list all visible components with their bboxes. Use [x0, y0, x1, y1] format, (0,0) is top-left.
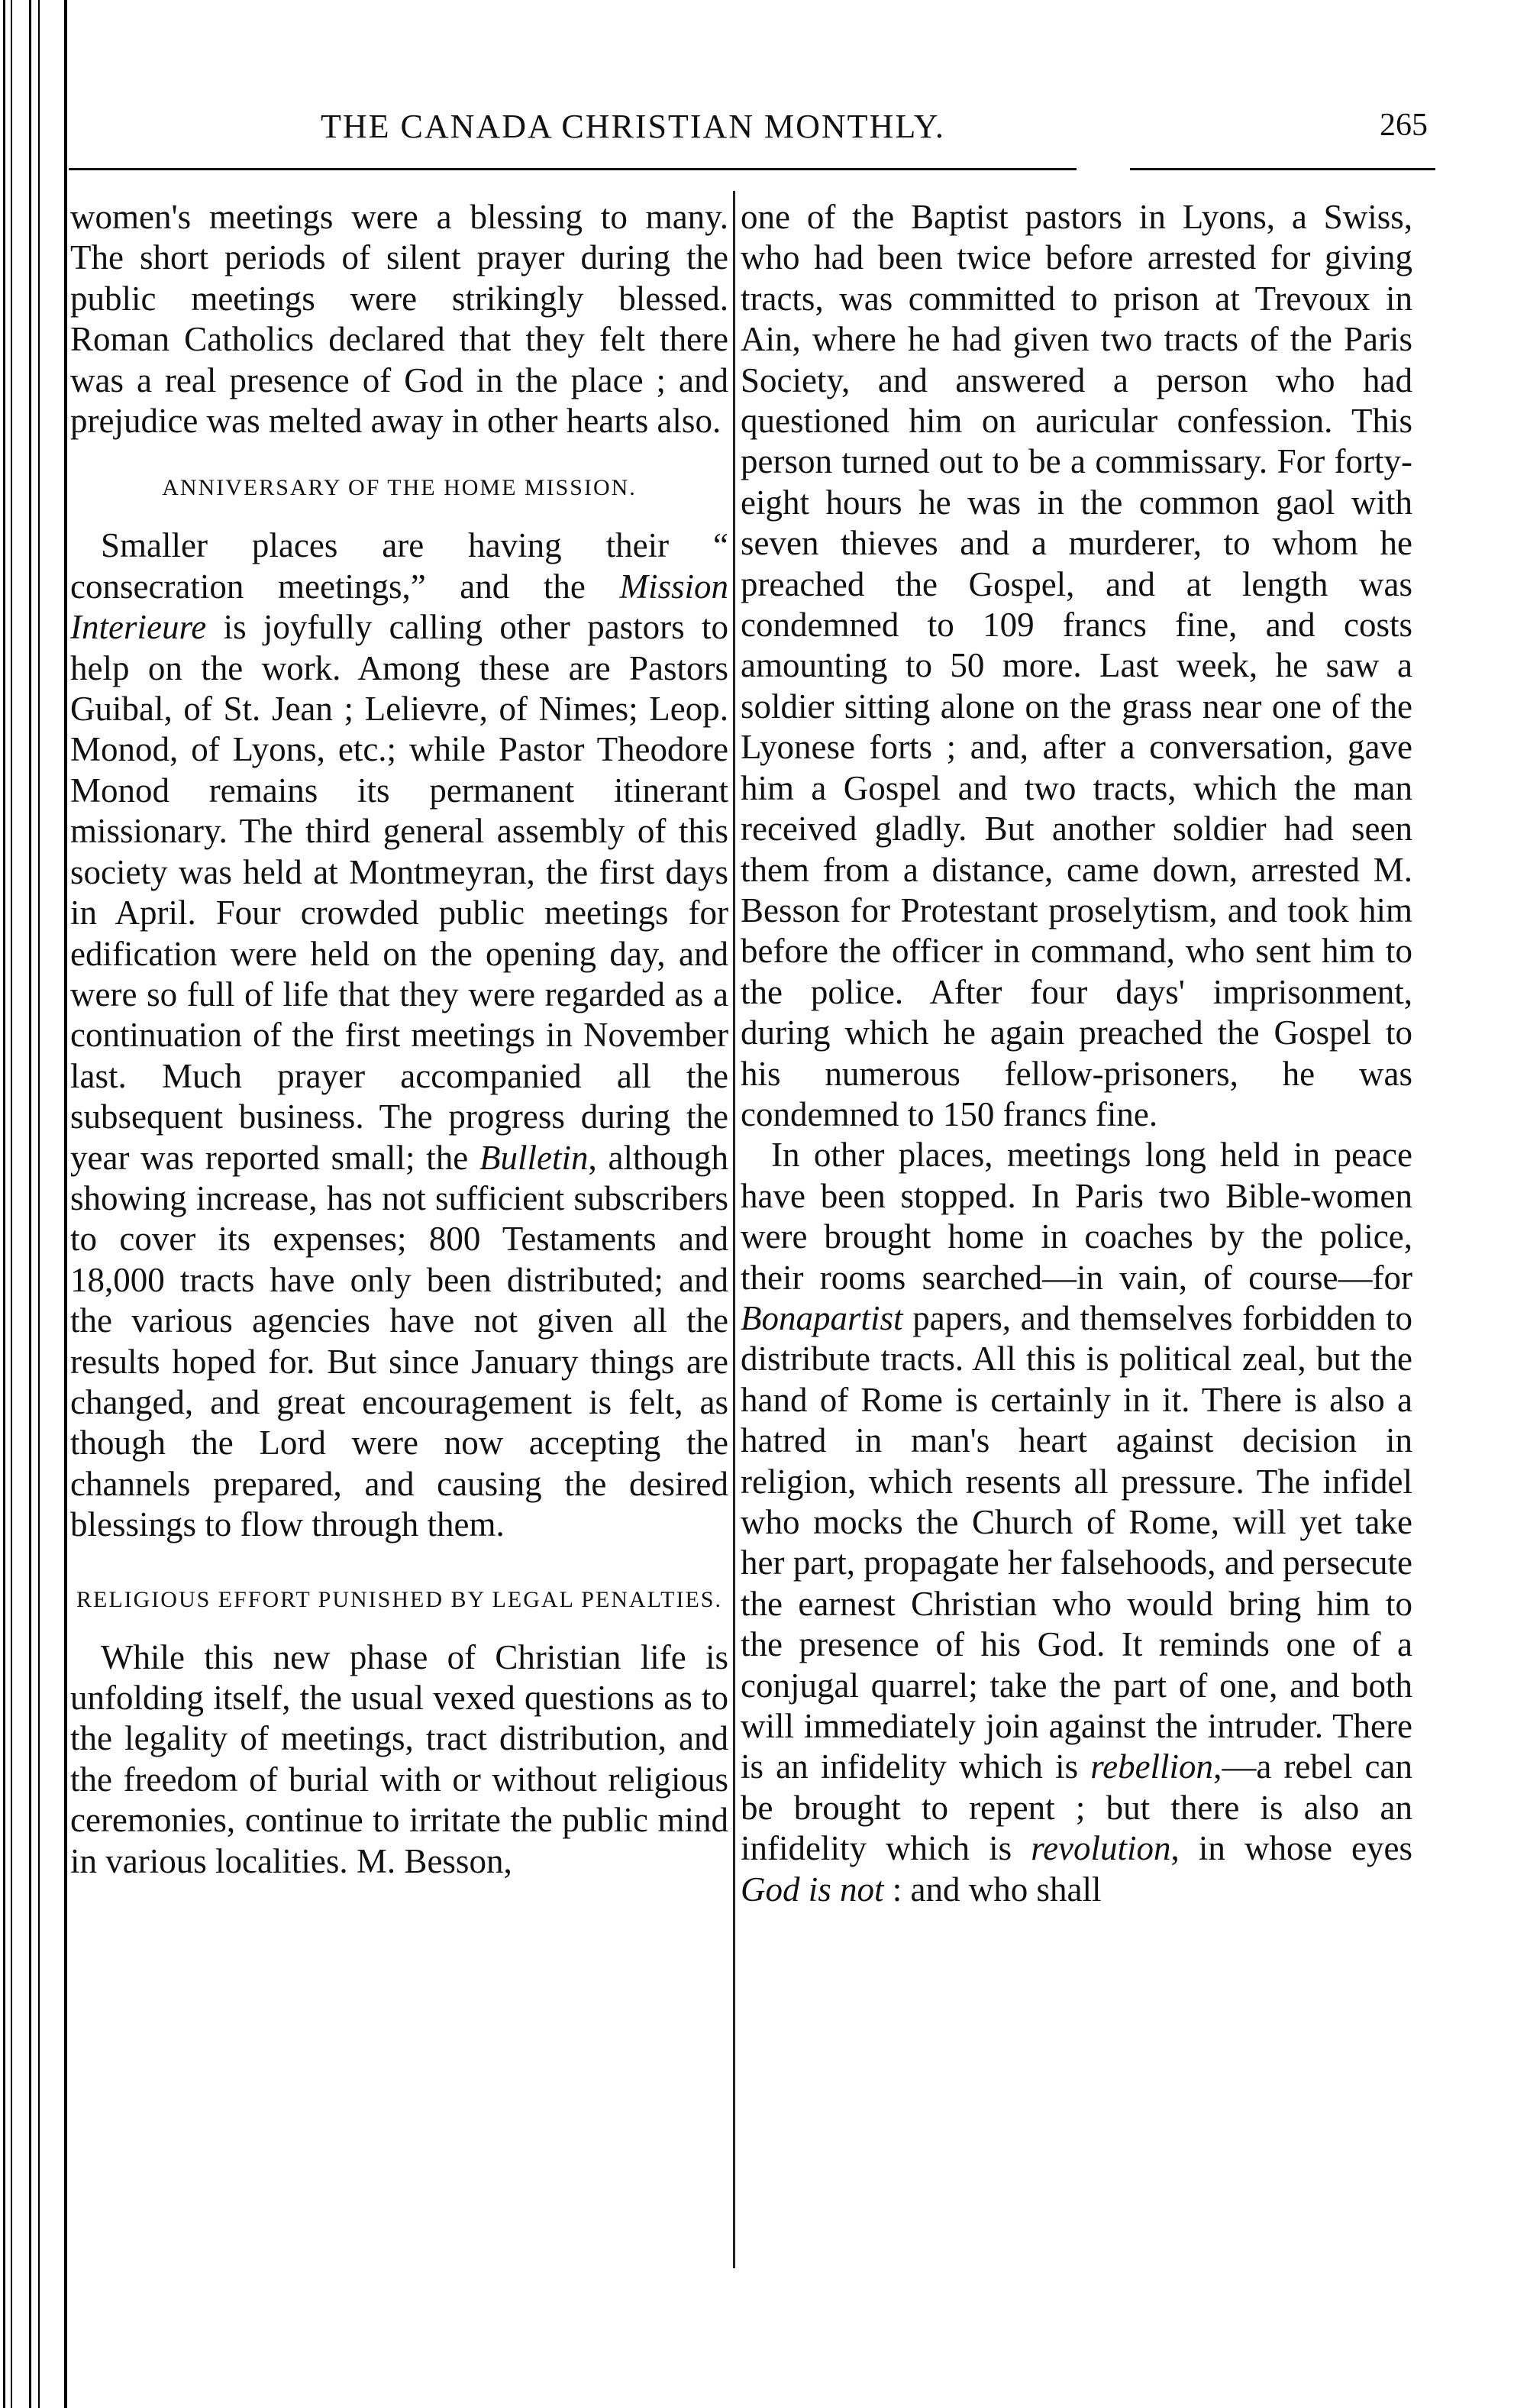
- header-rule: [1130, 168, 1435, 170]
- italic-word: Bonapartist: [741, 1298, 903, 1337]
- section-heading-anniversary: ANNIVERSARY OF THE HOME MISSION.: [162, 475, 637, 501]
- other-places-paragraph: [741, 1135, 1412, 1910]
- text-run: papers, and themselves forbidden to distribute tracts. All this is political zeal, but the hand of Rome is certainly in it. There is also a hatred in man's heart against decision in religion, which resents all pressure. The infidel who mocks the Church of Rome, will yet take her part, propagate her falsehoods, and persecute the earnest Christian who would bring him to the presence of his God. It reminds one of a conjugal quarrel; take the part of one, and both will immediately join against the intruder. There is an infidelity which is: [741, 1298, 1412, 1786]
- text-run: is joyfully calling other pastors to help on the work. Among these are Pastors Guibal, of St. Jean ; Lelievre, of Nimes; Leop. Monod, of Lyons, etc.; while Pastor Theodore Monod remains its permanent itinerant missionary. The third general assembly of this society was held at Montmeyran, the first days in April. Four crowded public meetings for edification were held on the opening day, and were so full of life that they were regarded as a continuation of the first meetings in November last. Much prayer accompanied all the subsequent business. The progress during the year was reported small; the: [70, 608, 728, 1177]
- text-run: : and who shall: [883, 1870, 1102, 1909]
- italic-title: Bulletin: [479, 1138, 589, 1177]
- text-run: , although showing increase, has not sufficient subscribers to cover its expenses; 800 Testaments and 18,000 tracts have only been distributed; and the various agencies have not given all the results hoped for. But since January things are changed, and great encouragement is felt, as though the Lord were now accepting the channels prepared, and causing the desired blessings to flow through them.: [70, 1138, 728, 1544]
- italic-title: Mission Interieure: [70, 567, 728, 647]
- column-divider: [733, 191, 735, 2268]
- running-title: THE CANADA CHRISTIAN MONTHLY.: [321, 108, 945, 145]
- text-run: ,—a rebel can be brought to repent ; but there is also an infidelity which is: [741, 1747, 1412, 1868]
- running-head: [69, 107, 1428, 160]
- text-run: In other places, meetings long held in peace have been stopped. In Paris two Bible-women were brought home in coaches by the police, their rooms searched—in vain, of course—for: [741, 1136, 1412, 1297]
- text-run: Smaller places are having their “ consecration meetings,” and the: [70, 526, 728, 606]
- italic-word: revolution: [1031, 1829, 1171, 1868]
- anniversary-paragraph: [70, 525, 728, 1545]
- continued-paragraph: women's meetings were a blessing to many. The short periods of silent prayer during the public meetings were strikingly blessed. Roman Catholics declared that they felt there was a real presence of God in the place ; and prejudice was melted away in other hearts also.: [70, 198, 728, 441]
- section-heading-religious-effort: RELIGIOUS EFFORT PUNISHED BY LEGAL PENALTIES.: [76, 1586, 722, 1612]
- header-rule: [69, 168, 1077, 170]
- italic-phrase: God is not: [741, 1870, 884, 1909]
- text-run: , in whose eyes: [1170, 1829, 1412, 1868]
- religious-effort-paragraph: While this new phase of Christian life is unfolding itself, the usual vexed questions as to the legality of meetings, tract distribution, and the freedom of burial with or without religious ceremonies, continue to irritate the public mind in various localities. M. Besson,: [70, 1637, 728, 1880]
- besson-paragraph: one of the Baptist pastors in Lyons, a Swiss, who had been twice before arrested for giving tracts, was committed to prison at Trevoux in Ain, where he had given two tracts of the Paris Society, and answered a person who had questioned him on auricular confession. This person turned out to be a commissary. For forty-eight hours he was in the common gaol with seven thieves and a murderer, to whom he preached the Gospel, and at length was condemned to 109 francs fine, and costs amounting to 50 more. Last week, he saw a soldier sitting alone on the grass near one of the Lyonese forts ; and, after a conversation, gave him a Gospel and two tracts, which the man received gladly. But another soldier had seen them from a distance, came down, arrested M. Besson for Protestant proselytism, and took him before the officer in command, who sent him to the police. After four days' imprisonment, during which he again preached the Gospel to his numerous fellow-prisoners, he was condemned to 150 francs fine.: [741, 198, 1412, 1133]
- italic-word: rebellion: [1090, 1747, 1214, 1786]
- left-column: [70, 197, 728, 1882]
- page-number: 265: [1380, 108, 1428, 143]
- right-column: [741, 197, 1412, 1910]
